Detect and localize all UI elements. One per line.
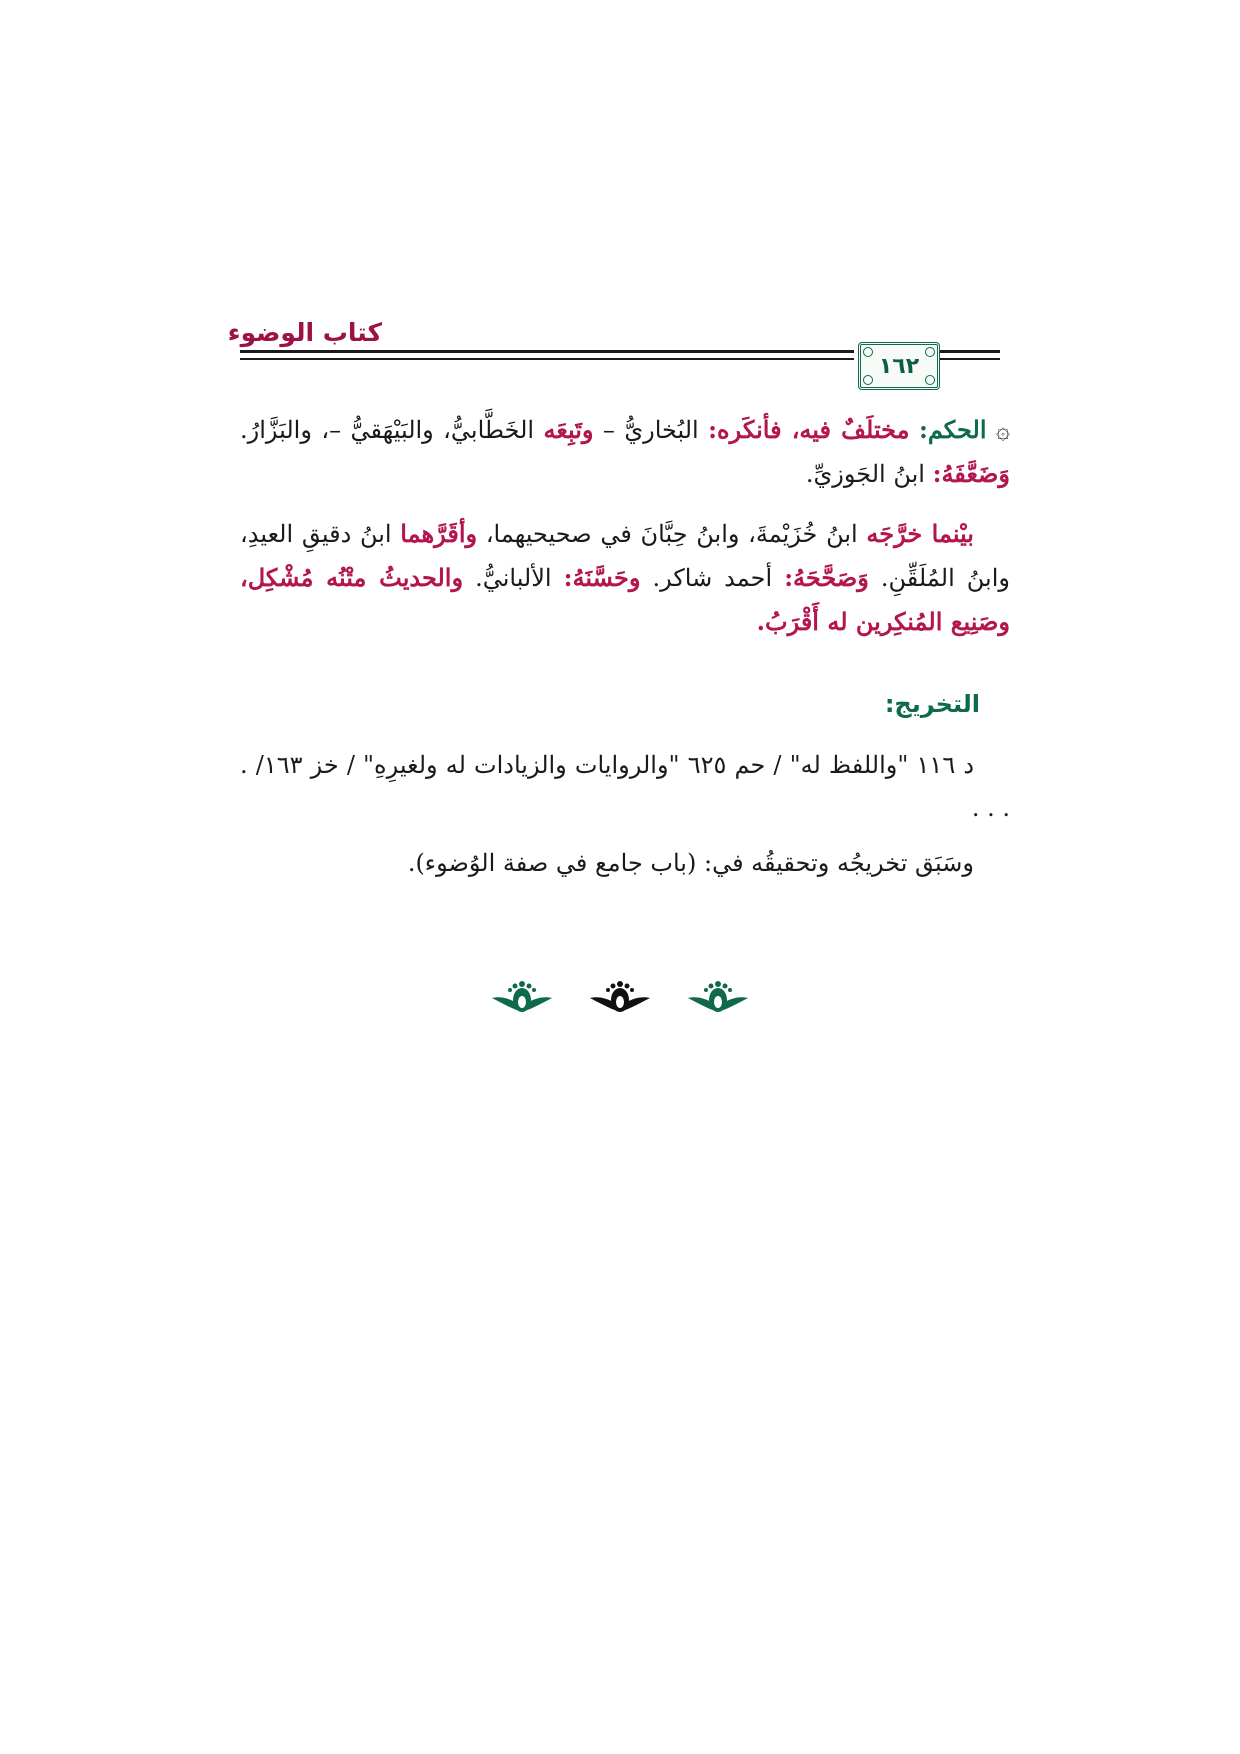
takhrij-paragraph [240,744,1010,830]
auth-approvers: ابنُ دقيقِ العيدِ، وابنُ المُلَقِّنِ. [240,520,1010,592]
page-number-badge [858,342,940,390]
authentication-paragraph [240,512,1010,644]
flower-bullet-icon: ۞ [995,416,1011,444]
auth-corrector: أحمد شاكر. [652,564,773,592]
auth-conclusion: والحديثُ متْنُه مُشْكِل، وصَنِيع المُنكِرين له أَقْرَبُ. [240,563,1010,636]
auth-hasan-by: الألبانيُّ. [475,564,552,592]
header-rule-left-top [940,350,1000,353]
takhrij-line: د ١١٦ "واللفظ له" / حم ٦٢٥ "والروايات والزيادات له ولغيرِهِ" / خز ١٦٣/ . . . . [240,751,1010,822]
corner-ornament-icon [925,375,935,385]
ruling-followed-label: وتَبِعَه [543,415,594,444]
corner-ornament-icon [863,347,873,357]
auth-narrators: ابنُ خُزَيْمةَ، وابنُ حِبَّانَ في صحيحيهما، [485,520,858,548]
auth-approved-label: وأقَرَّهما [400,519,478,548]
auth-corrected-label: وَصَحَّحَهُ: [784,563,869,592]
ruling-weakened-label: وَضَعَّفَهُ: [932,459,1010,488]
ruling-deniers: البُخاريُّ – [602,416,699,444]
ruling-weakener: ابنُ الجَوزيِّ. [805,460,925,488]
flower-ornament-icon [686,978,750,1014]
end-ornaments [0,978,1240,1014]
flower-ornament-icon [490,978,554,1014]
ruling-paragraph [240,408,1010,496]
flower-ornament-icon [588,978,652,1014]
ruling-label: الحكم: [918,415,987,444]
header-rule-top [240,350,854,353]
auth-lead: بيْنما خرَّجَه [866,519,974,548]
auth-hasan-label: وحَسَّنَهُ: [563,563,641,592]
header-rule-bottom [240,358,854,360]
takhrij-note [240,842,1010,885]
header-rule-left-bottom [940,358,1000,360]
corner-ornament-icon [863,375,873,385]
page-number: ١٦٢ [878,353,920,379]
ruling-followers: الخَطَّابيُّ، والبَيْهَقيُّ –، والبَزَّارُ. [240,416,535,444]
takhrij-title: التخريج: [884,690,980,718]
corner-ornament-icon [925,347,935,357]
running-title: كتاب الوضوء [227,318,382,347]
ruling-status: مختلَفٌ فيه، فأنكَره: [708,415,910,444]
takhrij-note-text: وسَبَق تخريجُه وتحقيقُه في: (باب جامع في صفة الوُضوء). [407,849,974,877]
